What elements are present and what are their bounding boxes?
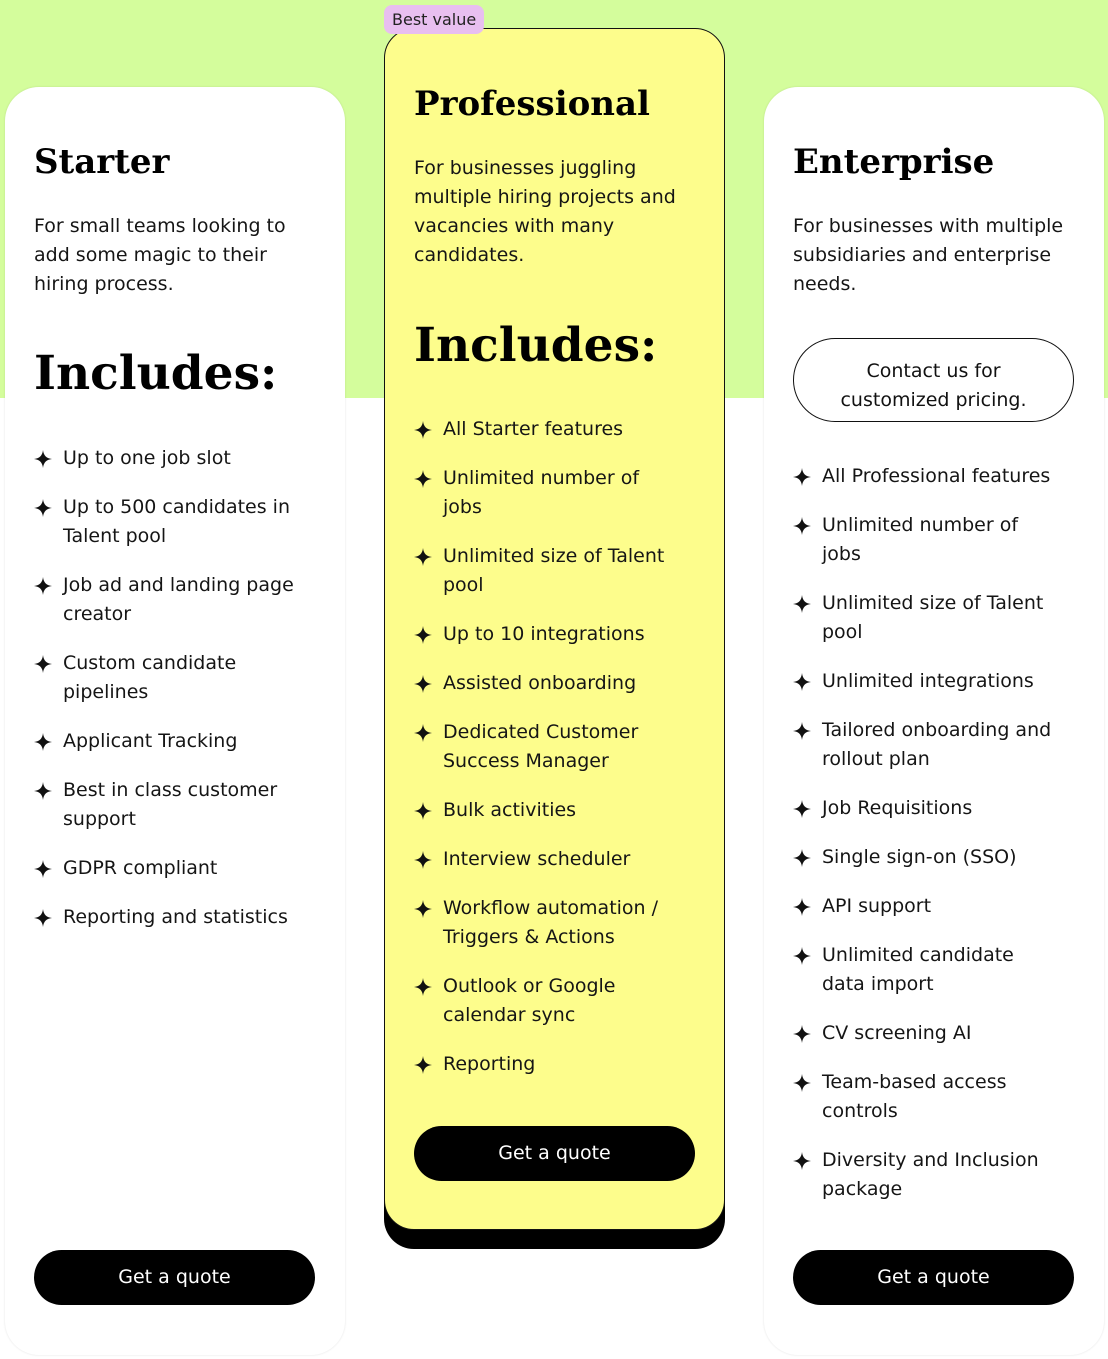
feature-text: Team-based access controls bbox=[822, 1071, 1007, 1122]
feature-text: Reporting bbox=[443, 1053, 536, 1075]
feature-item bbox=[793, 1019, 1055, 1048]
four-point-star-icon bbox=[34, 909, 52, 927]
four-point-star-icon bbox=[34, 733, 52, 751]
feature-item bbox=[793, 511, 1055, 569]
four-point-star-icon bbox=[34, 782, 52, 800]
feature-text: Unlimited number of jobs bbox=[443, 467, 640, 518]
four-point-star-icon bbox=[414, 548, 432, 566]
contact-us-button[interactable]: Contact us for customized pricing. bbox=[793, 338, 1074, 422]
feature-item bbox=[414, 894, 676, 952]
feature-list-enterprise bbox=[793, 462, 1055, 1224]
feature-item bbox=[793, 462, 1055, 491]
four-point-star-icon bbox=[414, 978, 432, 996]
four-point-star-icon bbox=[793, 595, 811, 613]
get-quote-button-professional[interactable]: Get a quote bbox=[414, 1126, 695, 1181]
four-point-star-icon bbox=[414, 851, 432, 869]
feature-text: Tailored onboarding and rollout plan bbox=[822, 719, 1052, 770]
feature-text: Job Requisitions bbox=[822, 797, 973, 819]
get-quote-button-starter[interactable]: Get a quote bbox=[34, 1250, 315, 1305]
four-point-star-icon bbox=[793, 517, 811, 535]
feature-text: Bulk activities bbox=[443, 799, 577, 821]
plan-description-professional: For businesses juggling multiple hiring projects and vacancies with many candidates. bbox=[414, 157, 676, 266]
feature-text: Unlimited integrations bbox=[822, 670, 1034, 692]
feature-text: Job ad and landing page creator bbox=[63, 574, 294, 625]
feature-text: GDPR compliant bbox=[63, 857, 218, 879]
feature-text: Up to 500 candidates in Talent pool bbox=[63, 496, 290, 547]
four-point-star-icon bbox=[793, 722, 811, 740]
plan-title-professional: Professional bbox=[414, 84, 650, 124]
feature-text: Applicant Tracking bbox=[63, 730, 238, 752]
feature-text: Unlimited candidate data import bbox=[822, 944, 1014, 995]
feature-item bbox=[414, 464, 676, 522]
four-point-star-icon bbox=[793, 673, 811, 691]
plan-description-enterprise: For businesses with multiple subsidiaries and enterprise needs. bbox=[793, 215, 1064, 295]
feature-item bbox=[34, 493, 296, 551]
four-point-star-icon bbox=[793, 1074, 811, 1092]
feature-text: Unlimited size of Talent pool bbox=[822, 592, 1044, 643]
four-point-star-icon bbox=[793, 468, 811, 486]
best-value-badge: Best value bbox=[384, 5, 484, 34]
get-quote-button-enterprise[interactable]: Get a quote bbox=[793, 1250, 1074, 1305]
feature-text: Single sign-on (SSO) bbox=[822, 846, 1017, 868]
feature-item bbox=[34, 571, 296, 629]
four-point-star-icon bbox=[414, 470, 432, 488]
feature-item bbox=[793, 843, 1055, 872]
feature-item bbox=[34, 444, 296, 473]
four-point-star-icon bbox=[34, 450, 52, 468]
feature-item bbox=[793, 589, 1055, 647]
feature-text: API support bbox=[822, 895, 932, 917]
feature-item bbox=[34, 903, 296, 932]
feature-item bbox=[793, 892, 1055, 921]
feature-text: Workflow automation / Triggers & Actions bbox=[443, 897, 659, 948]
feature-item bbox=[414, 718, 676, 776]
feature-item bbox=[414, 796, 676, 825]
four-point-star-icon bbox=[34, 655, 52, 673]
plan-title-enterprise: Enterprise bbox=[793, 142, 995, 182]
feature-text: Custom candidate pipelines bbox=[63, 652, 237, 703]
feature-item bbox=[414, 669, 676, 698]
feature-text: Best in class customer support bbox=[63, 779, 278, 830]
feature-item bbox=[414, 620, 676, 649]
feature-list-professional bbox=[414, 415, 676, 1099]
includes-heading-starter: Includes: bbox=[34, 346, 278, 401]
feature-item bbox=[793, 794, 1055, 823]
four-point-star-icon bbox=[414, 626, 432, 644]
four-point-star-icon bbox=[793, 1025, 811, 1043]
includes-heading-professional: Includes: bbox=[414, 318, 658, 373]
plan-title-starter: Starter bbox=[34, 142, 170, 182]
feature-text: Reporting and statistics bbox=[63, 906, 288, 928]
feature-item bbox=[414, 415, 676, 444]
feature-item bbox=[34, 854, 296, 883]
feature-item bbox=[793, 667, 1055, 696]
feature-text: Interview scheduler bbox=[443, 848, 631, 870]
four-point-star-icon bbox=[793, 947, 811, 965]
four-point-star-icon bbox=[793, 898, 811, 916]
four-point-star-icon bbox=[793, 849, 811, 867]
feature-text: Diversity and Inclusion package bbox=[822, 1149, 1039, 1200]
four-point-star-icon bbox=[414, 421, 432, 439]
feature-text: Unlimited size of Talent pool bbox=[443, 545, 665, 596]
feature-item bbox=[414, 972, 676, 1030]
four-point-star-icon bbox=[414, 802, 432, 820]
four-point-star-icon bbox=[414, 675, 432, 693]
four-point-star-icon bbox=[414, 1056, 432, 1074]
four-point-star-icon bbox=[793, 800, 811, 818]
feature-list-starter bbox=[34, 444, 296, 952]
feature-item bbox=[34, 776, 296, 834]
feature-text: Outlook or Google calendar sync bbox=[443, 975, 616, 1026]
feature-item bbox=[793, 716, 1055, 774]
four-point-star-icon bbox=[34, 577, 52, 595]
feature-text: Assisted onboarding bbox=[443, 672, 637, 694]
feature-item bbox=[793, 941, 1055, 999]
feature-text: Unlimited number of jobs bbox=[822, 514, 1019, 565]
feature-item bbox=[793, 1068, 1055, 1126]
feature-text: All Professional features bbox=[822, 465, 1051, 487]
four-point-star-icon bbox=[34, 860, 52, 878]
feature-text: All Starter features bbox=[443, 418, 624, 440]
feature-item bbox=[34, 727, 296, 756]
feature-item bbox=[414, 542, 676, 600]
feature-text: Up to 10 integrations bbox=[443, 623, 645, 645]
feature-item bbox=[34, 649, 296, 707]
four-point-star-icon bbox=[414, 724, 432, 742]
plan-description-starter: For small teams looking to add some magic to their hiring process. bbox=[34, 215, 286, 295]
feature-text: CV screening AI bbox=[822, 1022, 972, 1044]
four-point-star-icon bbox=[34, 499, 52, 517]
feature-item bbox=[793, 1146, 1055, 1204]
four-point-star-icon bbox=[793, 1152, 811, 1170]
feature-item bbox=[414, 845, 676, 874]
feature-item bbox=[414, 1050, 676, 1079]
feature-text: Dedicated Customer Success Manager bbox=[443, 721, 639, 772]
feature-text: Up to one job slot bbox=[63, 447, 231, 469]
four-point-star-icon bbox=[414, 900, 432, 918]
